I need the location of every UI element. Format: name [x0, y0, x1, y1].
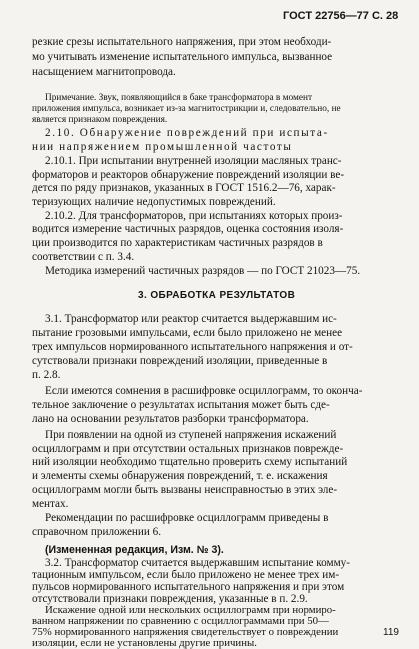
text-line: Рекомендации по расшифровке осциллограмм приведены в [45, 512, 329, 524]
text-line: ний изоляции необходимо тщательно проверить схему испытаний [32, 456, 348, 468]
text-line: тельное заключение о результатах испытания может быть сде- [32, 399, 330, 411]
text-line: ванном напряжении по сравнению с осциллограммами при 50— [32, 615, 329, 627]
page-number: 119 [383, 627, 399, 638]
note-line: является признаком повреждения. [32, 115, 168, 125]
text-line: насыщением магнитопровода. [32, 66, 176, 78]
text-line: осциллограмм могли быть вызваны неисправностью в этих эле- [32, 484, 338, 496]
text-line: Искажение одной или нескольких осциллограмм при нормиро- [45, 604, 336, 616]
text-line: 3.1. Трансформатор или реактор считается выдержавшим ис- [45, 313, 337, 325]
text-line: При появлении на одной из ступеней напряжения искажений [45, 429, 337, 441]
text-line: трех импульсов нормированного испытательного напряжения и от- [32, 341, 353, 353]
text-line: резкие срезы испытательного напряжения, при этом необходи- [32, 36, 332, 48]
text-line: соответствии с п. 3.4. [32, 251, 135, 263]
page-header: ГОСТ 22756—77 С. 28 [283, 10, 399, 22]
text-line: ции производится по характеристикам частичных разрядов в [32, 237, 323, 249]
text-line: лано на основании результатов разборки трансформатора. [32, 413, 309, 425]
text-line: тационным импульсом, если было приложено не менее трех им- [32, 569, 340, 581]
note-line: Примечание. Звук, появляющийся в баке трансформатора в момент [45, 93, 313, 103]
text-line: 75% нормированного напряжения свидетельствует о повреждении [32, 626, 339, 638]
heading-line: 2.10. Обнаружение повреждений при испыта- [45, 127, 329, 139]
paragraph-method: Методика измерений частичных разрядов — по ГОСТ 21023—75. [45, 265, 361, 277]
text-line: пульсов нормированного испытательного напряжения и при этом [32, 581, 345, 593]
text-line: ментах. [32, 498, 69, 510]
text-line: мо учитывать изменение испытательного импульса, вызванное [32, 51, 333, 63]
text-line: Если имеются сомнения в расшифровке осциллограмм, то оконча- [45, 385, 363, 397]
text-line: осциллограмм и при отсутствии остальных признаков поврежде- [32, 443, 344, 455]
heading-line: нии напряжением промышленной частоты [32, 141, 293, 153]
text-line: теризующих наличие недопустимых повреждений. [32, 196, 276, 208]
amended-edition-note: (Измененная редакция, Изм. № 3). [45, 544, 224, 556]
text-line: и элементы схемы обнаружения повреждений, т. е. искажения [32, 470, 328, 482]
text-line: сутствовали признаки повреждений изоляции, приведенные в [32, 355, 328, 367]
section-3-title: 3. ОБРАБОТКА РЕЗУЛЬТАТОВ [138, 290, 296, 301]
text-line: изоляции, если не установлены другие причины. [32, 637, 257, 649]
text-line: 2.10.2. Для трансформаторов, при испытаниях которых произ- [45, 210, 343, 222]
text-line: п. 2.8. [32, 369, 61, 381]
text-line: отсутствовали признаки повреждения, указанные в п. 2.9. [32, 593, 308, 605]
text-line: форматоров и реакторов обнаружение повреждений изоляции ве- [32, 169, 345, 181]
text-line: дется по ряду признаков, указанных в ГОСТ 1516.2—76, харак- [32, 182, 336, 194]
text-line: справочном приложении 6. [32, 526, 162, 538]
text-line: водится измерение частичных разрядов, оценка состояния изоля- [32, 223, 344, 235]
text-line: 3.2. Трансформатор считается выдержавшим испытание комму- [45, 557, 350, 569]
text-line: 2.10.1. При испытании внутренней изоляции масляных транс- [45, 155, 342, 167]
note-line: приложения импульса, возникает из-за магнитострикции и, следовательно, не [32, 104, 341, 114]
text-line: пытание грозовыми импульсами, если было приложено не менее [32, 327, 343, 339]
